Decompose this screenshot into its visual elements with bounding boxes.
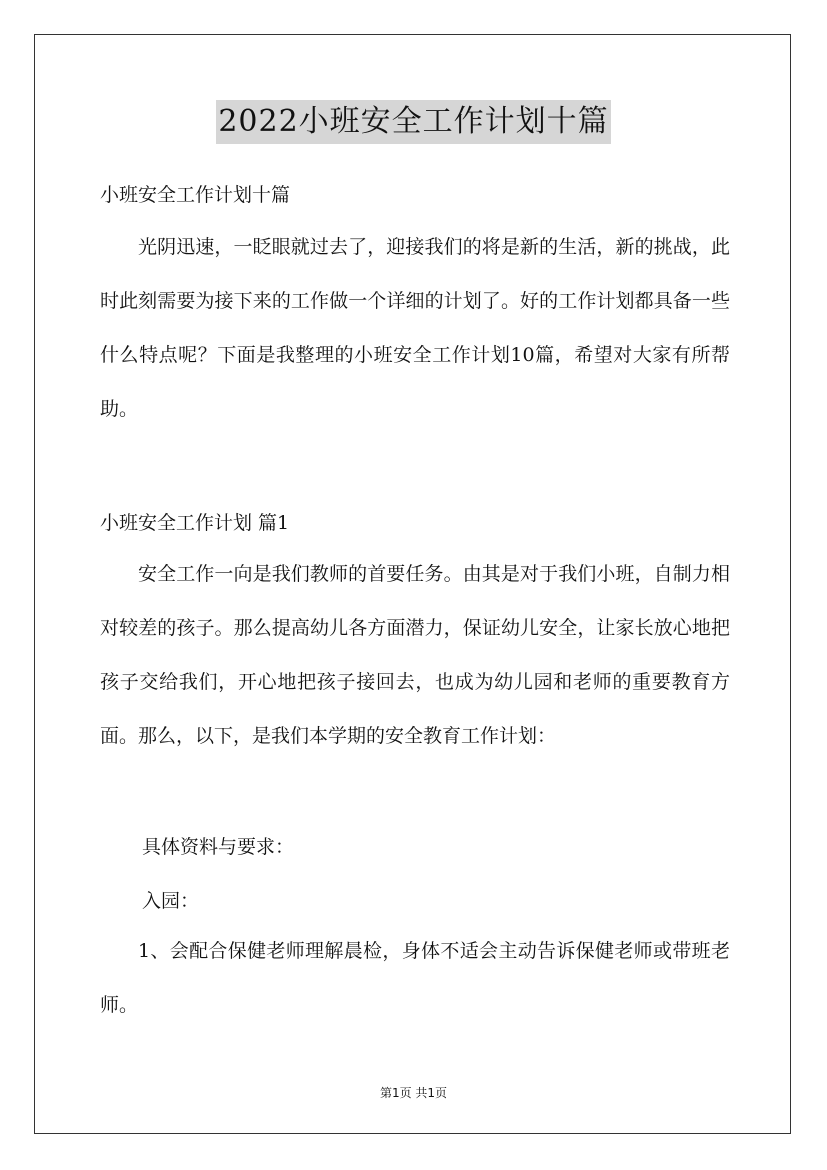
item1-text: 1、会配合保健老师理解晨检，身体不适会主动告诉保健老师或带班老师。: [100, 940, 730, 1016]
intro-heading: 小班安全工作计划十篇: [100, 184, 291, 206]
document-title: 2022小班安全工作计划十篇: [216, 100, 610, 144]
page-footer: 第1页 共1页: [379, 1086, 448, 1100]
item1-paragraph: [100, 924, 730, 1032]
title-wrap: [0, 100, 827, 144]
entry-label: 入园：: [142, 890, 200, 912]
intro-paragraph: [100, 220, 730, 436]
section1-paragraph: [100, 547, 730, 763]
requirements-label: 具体资料与要求：: [142, 836, 295, 858]
section1-heading: 小班安全工作计划 篇1: [100, 512, 290, 534]
intro-paragraph-text: 光阴迅速，一眨眼就过去了，迎接我们的将是新的生活，新的挑战，此时此刻需要为接下来的工作做一个详细的计划了。好的工作计划都具备一些什么特点呢？下面是我整理的小班安全工作计划10篇，希望对大家有所帮助。: [100, 236, 730, 420]
section1-paragraph-text: 安全工作一向是我们教师的首要任务。由其是对于我们小班，自制力相对较差的孩子。那么提高幼儿各方面潜力，保证幼儿安全，让家长放心地把孩子交给我们，开心地把孩子接回去，也成为幼儿园和老师的重要教育方面。那么，以下，是我们本学期的安全教育工作计划：: [100, 563, 730, 747]
